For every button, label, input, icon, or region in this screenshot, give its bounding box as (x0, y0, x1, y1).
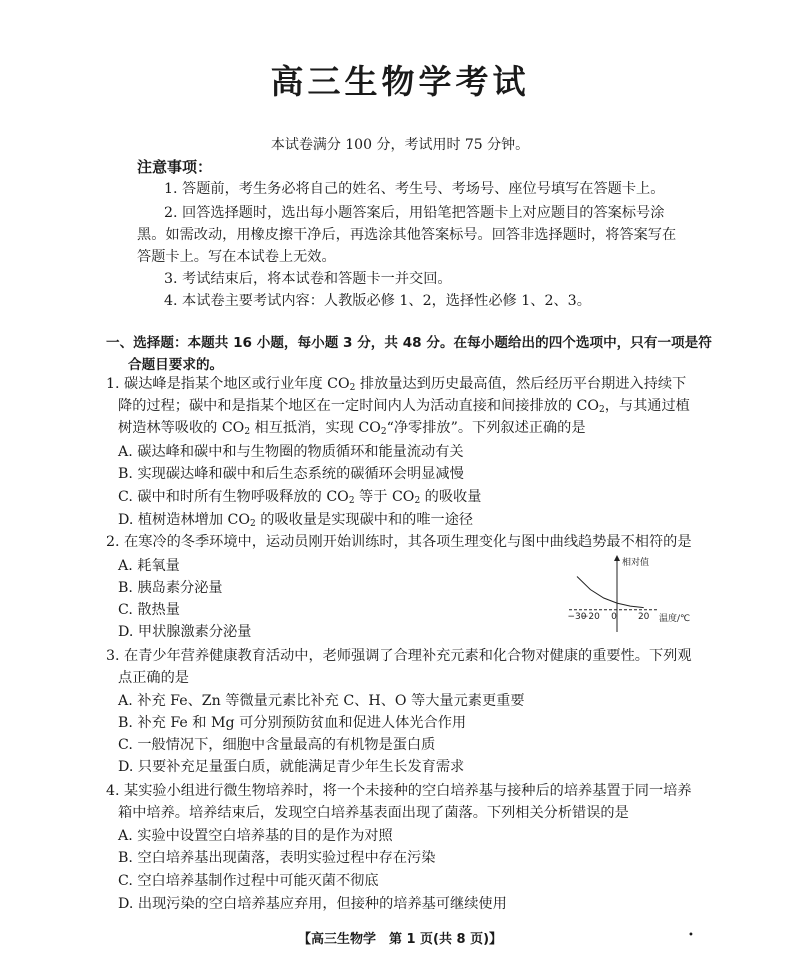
notice-line: 答题卡上。写在本试卷上无效。 (137, 249, 336, 265)
question-4-option-d: D. 出现污染的空白培养基应弃用，但接种的培养基可继续使用 (118, 896, 507, 912)
question-4-stem: 4. 某实验小组进行微生物培养时，将一个未接种的空白培养基与接种后的培养基置于同一培养 (106, 783, 692, 799)
question-3-stem: 3. 在青少年营养健康教育活动中，老师强调了合理补充元素和化合物对健康的重要性。下列观 (106, 648, 692, 664)
question-4-option-b: B. 空白培养基出现菌落，表明实验过程中存在污染 (118, 850, 436, 866)
question-2-stem: 2. 在寒冷的冬季环境中，运动员刚开始训练时，其各项生理变化与图中曲线趋势最不相符的是 (106, 534, 692, 550)
notice-line: 2. 回答选择题时，选出每小题答案后，用铅笔把答题卡上对应题目的答案标号涂 (164, 205, 665, 221)
question-1-stem: 1. 碳达峰是指某个地区或行业年度 $CO_2$ 排放量达到历史最高值，然后经历平台期进入持续下 (106, 376, 687, 393)
notice-line: 1. 答题前，考生务必将自己的姓名、考生号、考场号、座位号填写在答题卡上。 (164, 181, 665, 197)
question-4-option-a: A. 实验中设置空白培养基的目的是作为对照 (118, 828, 393, 844)
section-heading (106, 332, 712, 376)
exam-info: 本试卷满分 100 分，考试用时 75 分钟。 (270, 137, 530, 153)
section-line: 一、选择题：本题共 16 小题，每小题 3 分，共 48 分。在每小题给出的四个选项中，只有一项是符 (106, 335, 712, 351)
page-footer: 【高三生物学 第 1 页(共 8 页)】 (297, 932, 503, 947)
page-title: 高三生物学考试 (270, 62, 530, 101)
question-2-option-b: B. 胰岛素分泌量 (118, 580, 223, 596)
question-1-option-a: A. 碳达峰和碳中和与生物圈的物质循环和能量流动有关 (118, 444, 464, 460)
question-3-option-d: D. 只要补充足量蛋白质，就能满足青少年生长发育需求 (118, 759, 465, 775)
question-1-stem: 树造林等吸收的 $CO_2$ 相互抵消，实现 $CO_2“$净零排放”。下列叙述正确的是 (118, 420, 586, 437)
corner-mark: • (688, 930, 694, 941)
y-axis-label: 相对值 (622, 558, 650, 568)
x-tick-label: −30 (567, 611, 587, 622)
notice-heading: 注意事项： (137, 158, 213, 176)
notice-line: 3. 考试结束后，将本试卷和答题卡一并交回。 (164, 271, 452, 287)
notice-line: 黑。如需改动，用橡皮擦干净后，再选涂其他答案标号。回答非选择题时，将答案写在 (137, 227, 677, 243)
x-axis-label: 温度/℃ (659, 613, 691, 624)
question-3-option-a: A. 补充 Fe、Zn 等微量元素比补充 C、H、O 等大量元素更重要 (118, 693, 525, 709)
notice-line: 4. 本试卷主要考试内容：人教版必修 1、2，选择性必修 1、2、3。 (164, 293, 591, 309)
question-1-option-c: C. 碳中和时所有生物呼吸释放的 $CO_2$ 等于 $CO_2$ 的吸收量 (118, 489, 482, 506)
x-tick-label: −20 (580, 611, 600, 622)
question-2-option-a: A. 耗氧量 (118, 558, 180, 574)
x-tick-label: 20 (637, 611, 650, 622)
question-1-option-b: B. 实现碳达峰和碳中和后生态系统的碳循环会明显减慢 (118, 466, 464, 482)
question-4-stem: 箱中培养。培养结束后，发现空白培养基表面出现了菌落。下列相关分析错误的是 (118, 805, 629, 821)
question-4-option-c: C. 空白培养基制作过程中可能灭菌不彻底 (118, 873, 379, 889)
question-1-option-d: D. 植树造林增加 $CO_2$ 的吸收量是实现碳中和的唯一途径 (118, 512, 474, 529)
temperature-chart (565, 552, 705, 634)
question-3-stem: 点正确的是 (118, 670, 189, 686)
question-3-option-c: C. 一般情况下，细胞中含量最高的有机物是蛋白质 (118, 737, 436, 753)
question-1-stem: 降的过程；碳中和是指某个地区在一定时间内人为活动直接和间接排放的 $CO_2$，与其通过植 (118, 398, 690, 415)
section-line: 合题目要求的。 (128, 357, 224, 373)
question-3-option-b: B. 补充 Fe 和 Mg 可分别预防贫血和促进人体光合作用 (118, 715, 467, 731)
x-tick-label: 0 (611, 611, 617, 622)
question-2-option-d: D. 甲状腺激素分泌量 (118, 624, 252, 640)
question-2-option-c: C. 散热量 (118, 602, 180, 618)
curve-line (577, 577, 644, 608)
